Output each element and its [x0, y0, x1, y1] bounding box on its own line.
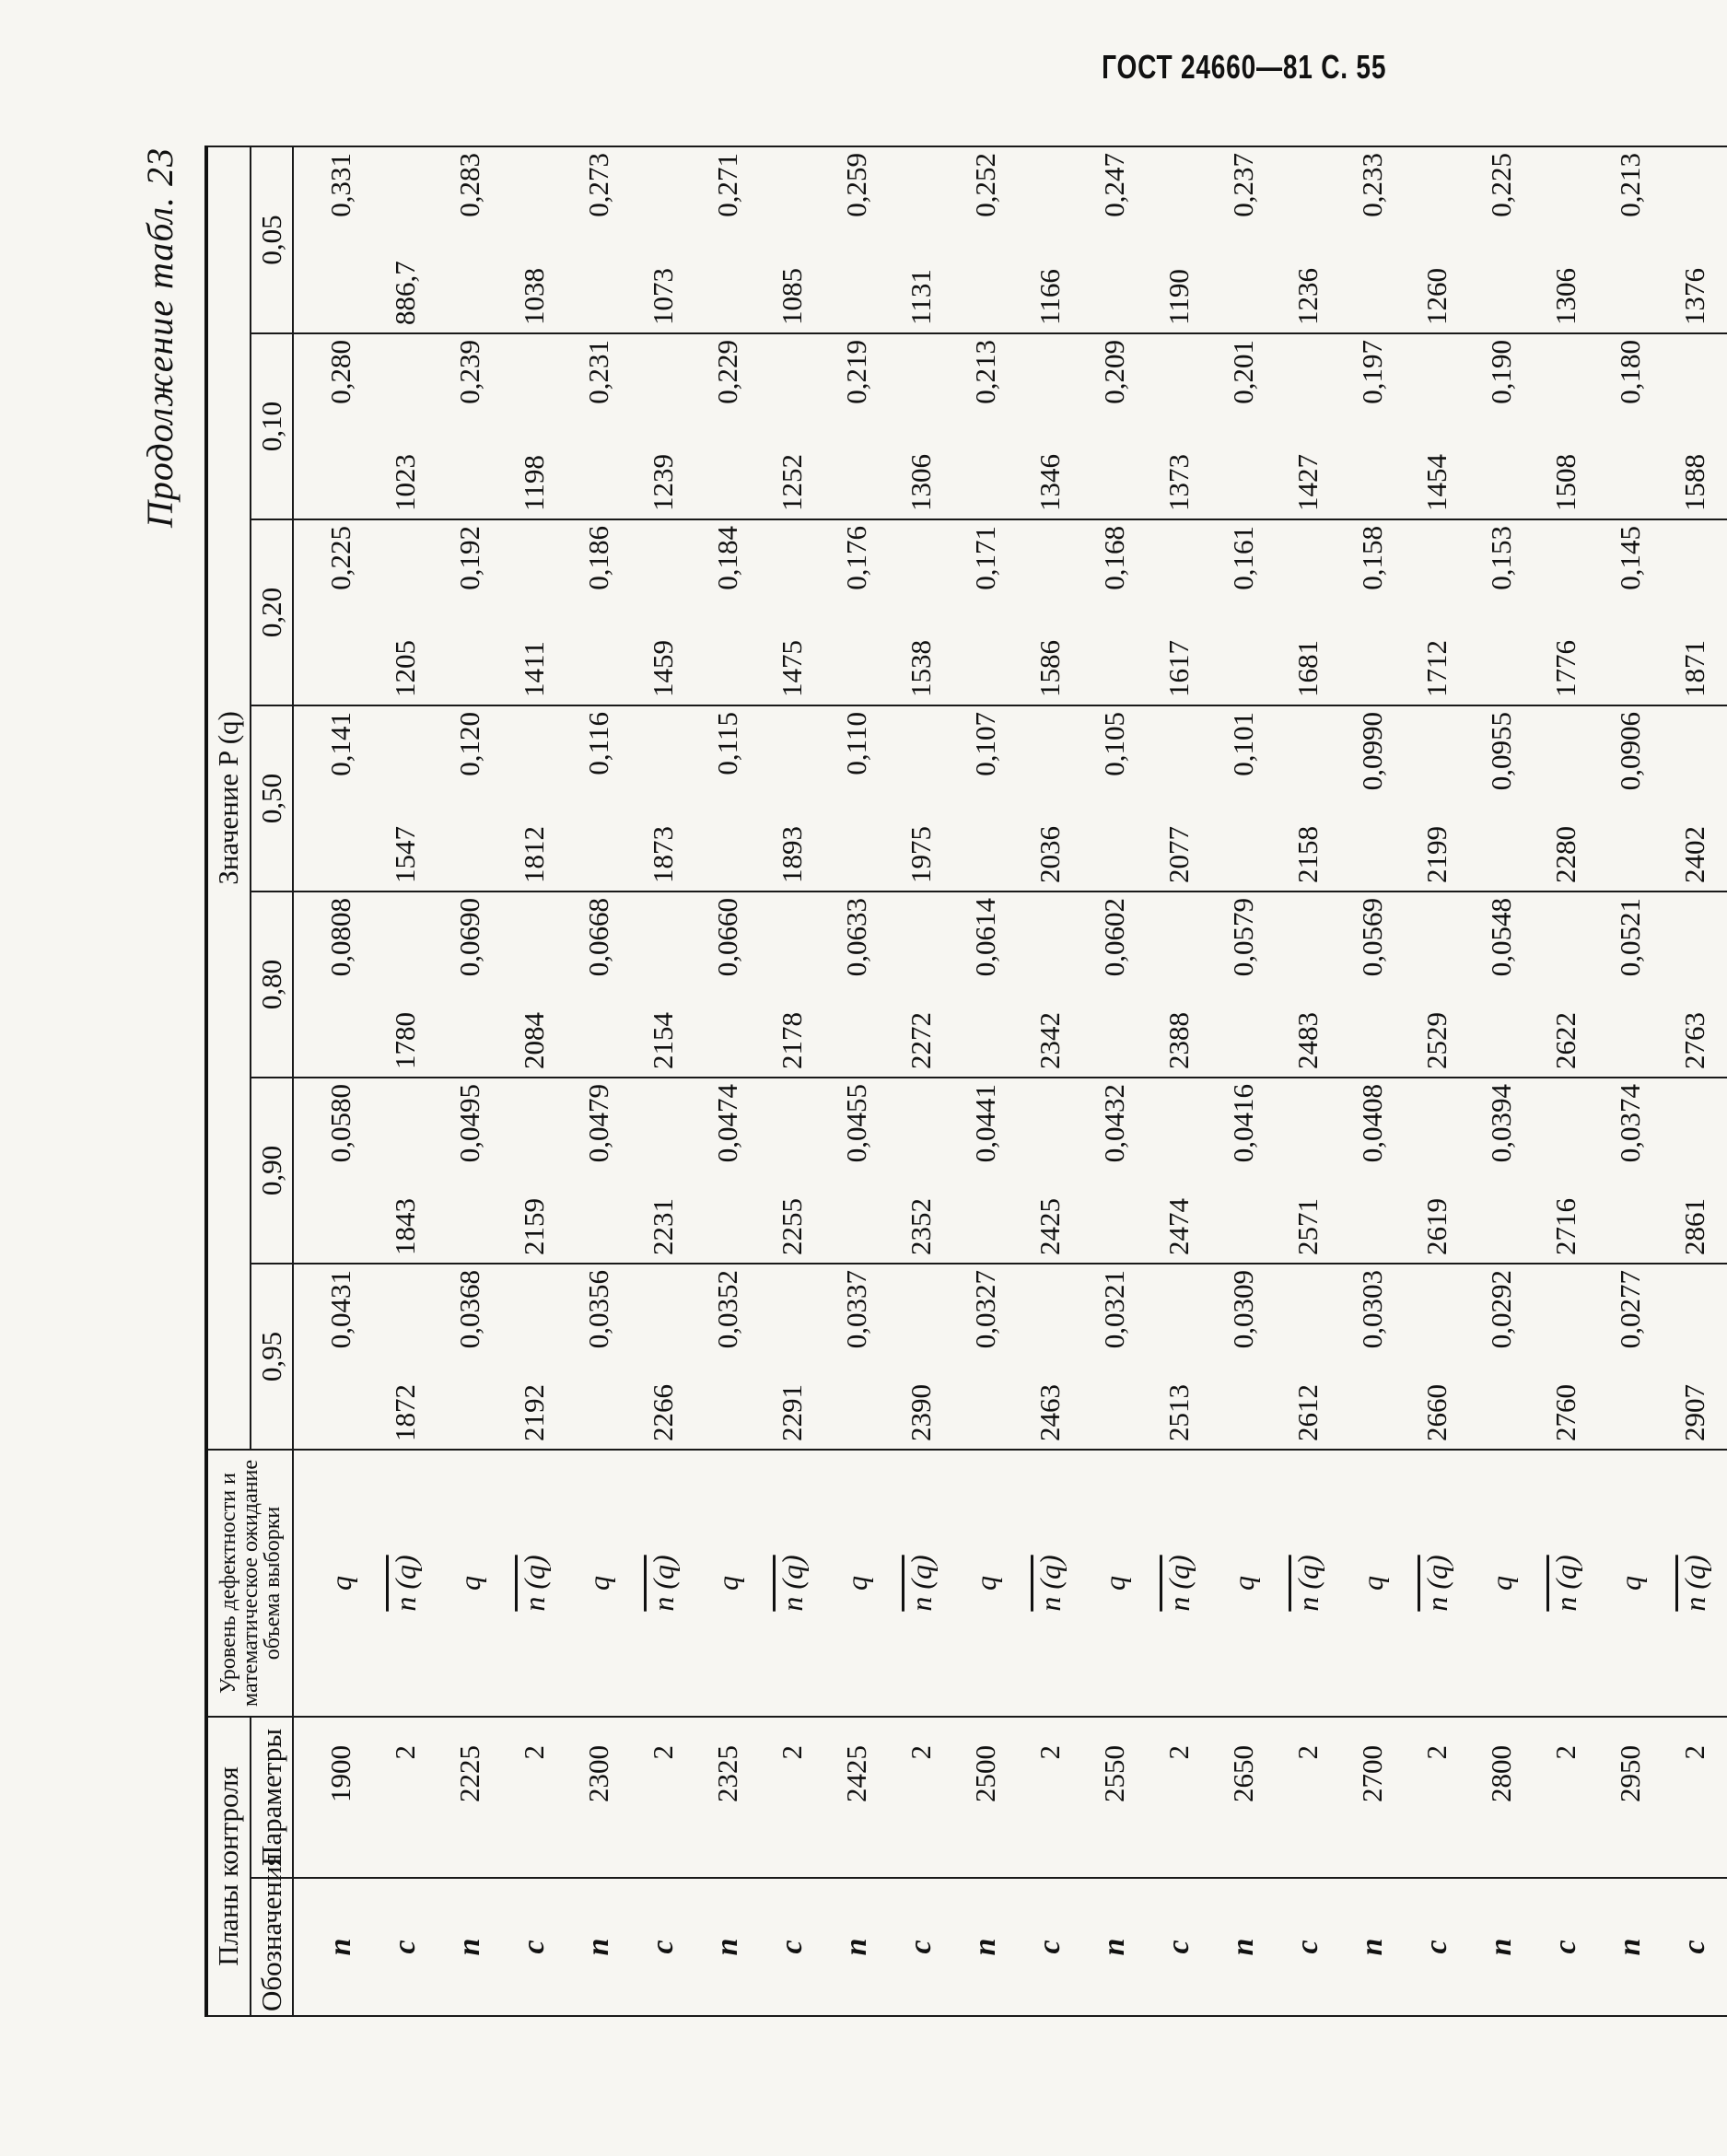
parameter-cell: 2325: [695, 1717, 760, 1878]
nq-value-cell: 1198: [502, 333, 566, 519]
nq-value-cell: 2272: [889, 892, 953, 1078]
nq-value-cell: 2192: [502, 1264, 566, 1450]
designation-cell: c: [1663, 1878, 1727, 2016]
q-value-cell: 0,0368: [438, 1264, 502, 1450]
nq-value-cell: 2907: [1663, 1264, 1727, 1450]
nq-value-cell: 1373: [1147, 333, 1211, 519]
designation-cell: c: [1147, 1878, 1211, 2016]
parameter-cell: 2: [1018, 1717, 1082, 1878]
nq-value-cell: 2280: [1534, 705, 1598, 892]
q-value-cell: 0,0474: [695, 1078, 760, 1264]
nq-value-cell: 1306: [889, 333, 953, 519]
nq-value-cell: 1306: [1534, 146, 1598, 333]
nq-value-cell: 2388: [1147, 892, 1211, 1078]
q-value-cell: 0,209: [1082, 333, 1147, 519]
header-p-column: 0,05: [251, 146, 294, 333]
designation-cell: c: [1405, 1878, 1469, 2016]
page-header: ГОСТ 24660—81 С. 55: [1101, 48, 1386, 86]
nq-value-cell: 2036: [1018, 705, 1082, 892]
nq-value-cell: 1205: [373, 519, 438, 705]
nq-value-cell: 2390: [889, 1264, 953, 1450]
q-value-cell: 0,273: [566, 146, 631, 333]
nq-value-cell: 1459: [631, 519, 695, 705]
header-level: Уровень дефектности и математическое ожидание объема выборки: [206, 1450, 293, 1717]
table-row-q: [1340, 146, 1405, 2016]
parameter-cell: 2800: [1469, 1717, 1534, 1878]
rotated-table-area: [138, 147, 1712, 2017]
level-cell: q: [438, 1450, 502, 1717]
nq-value-cell: 1085: [760, 146, 824, 333]
nq-value-cell: 2619: [1405, 1078, 1469, 1264]
q-value-cell: 0,219: [824, 333, 889, 519]
sampling-plans-table: [204, 146, 1727, 2017]
table-row-q: [953, 146, 1018, 2016]
nq-value-cell: 2255: [760, 1078, 824, 1264]
q-value-cell: 0,0431: [293, 1264, 373, 1450]
nq-value-cell: 2154: [631, 892, 695, 1078]
parameter-cell: 2: [373, 1717, 438, 1878]
nq-value-cell: 1681: [1276, 519, 1340, 705]
nq-value-cell: 2084: [502, 892, 566, 1078]
nq-value-cell: 1427: [1276, 333, 1340, 519]
level-cell: n (q): [1663, 1450, 1727, 1717]
q-value-cell: 0,280: [293, 333, 373, 519]
designation-cell: n: [824, 1878, 889, 2016]
table-row-nq: [1663, 146, 1727, 2016]
level-cell: n (q): [502, 1450, 566, 1717]
nq-value-cell: 2178: [760, 892, 824, 1078]
parameter-cell: 2: [889, 1717, 953, 1878]
q-value-cell: 0,231: [566, 333, 631, 519]
q-value-cell: 0,0432: [1082, 1078, 1147, 1264]
nq-value-cell: 1547: [373, 705, 438, 892]
nq-value-cell: 1843: [373, 1078, 438, 1264]
q-value-cell: 0,0337: [824, 1264, 889, 1450]
nq-value-cell: 1038: [502, 146, 566, 333]
q-value-cell: 0,201: [1211, 333, 1276, 519]
table-row-nq: [1147, 146, 1211, 2016]
q-value-cell: 0,0579: [1211, 892, 1276, 1078]
table-row-q: [1469, 146, 1534, 2016]
header-p-column: 0,90: [251, 1078, 294, 1264]
nq-value-cell: 1073: [631, 146, 695, 333]
designation-cell: n: [566, 1878, 631, 2016]
q-value-cell: 0,171: [953, 519, 1018, 705]
q-value-cell: 0,0990: [1340, 705, 1405, 892]
level-cell: n (q): [889, 1450, 953, 1717]
q-value-cell: 0,192: [438, 519, 502, 705]
nq-value-cell: 2342: [1018, 892, 1082, 1078]
nq-value-cell: 2716: [1534, 1078, 1598, 1264]
q-value-cell: 0,0633: [824, 892, 889, 1078]
nq-value-cell: 1475: [760, 519, 824, 705]
nq-value-cell: 2231: [631, 1078, 695, 1264]
level-cell: q: [1469, 1450, 1534, 1717]
q-value-cell: 0,120: [438, 705, 502, 892]
q-value-cell: 0,213: [953, 333, 1018, 519]
q-value-cell: 0,0479: [566, 1078, 631, 1264]
header-p-column: 0,95: [251, 1264, 294, 1450]
q-value-cell: 0,107: [953, 705, 1018, 892]
table-row-nq: [760, 146, 824, 2016]
q-value-cell: 0,237: [1211, 146, 1276, 333]
table-body: [293, 146, 1727, 2016]
nq-value-cell: 1712: [1405, 519, 1469, 705]
table-row-q: [566, 146, 631, 2016]
header-p-column: 0,10: [251, 333, 294, 519]
q-value-cell: 0,0906: [1598, 705, 1663, 892]
q-value-cell: 0,141: [293, 705, 373, 892]
nq-value-cell: 2660: [1405, 1264, 1469, 1450]
q-value-cell: 0,190: [1469, 333, 1534, 519]
nq-value-cell: 2483: [1276, 892, 1340, 1078]
designation-cell: c: [1018, 1878, 1082, 2016]
q-value-cell: 0,0352: [695, 1264, 760, 1450]
parameter-cell: 2: [631, 1717, 695, 1878]
parameter-cell: 2: [760, 1717, 824, 1878]
designation-cell: c: [889, 1878, 953, 2016]
nq-value-cell: 1236: [1276, 146, 1340, 333]
q-value-cell: 0,233: [1340, 146, 1405, 333]
parameter-cell: 2: [1663, 1717, 1727, 1878]
nq-value-cell: 886,7: [373, 146, 438, 333]
table-row-nq: [1018, 146, 1082, 2016]
nq-value-cell: 1376: [1663, 146, 1727, 333]
q-value-cell: 0,0292: [1469, 1264, 1534, 1450]
level-cell: n (q): [1147, 1450, 1211, 1717]
q-value-cell: 0,0441: [953, 1078, 1018, 1264]
nq-value-cell: 2622: [1534, 892, 1598, 1078]
nq-value-cell: 2474: [1147, 1078, 1211, 1264]
level-cell: q: [293, 1450, 373, 1717]
q-value-cell: 0,0602: [1082, 892, 1147, 1078]
q-value-cell: 0,0309: [1211, 1264, 1276, 1450]
table-row-q: [695, 146, 760, 2016]
q-value-cell: 0,0690: [438, 892, 502, 1078]
table-row-nq: [889, 146, 953, 2016]
designation-cell: c: [1276, 1878, 1340, 2016]
level-cell: n (q): [760, 1450, 824, 1717]
nq-value-cell: 1776: [1534, 519, 1598, 705]
q-value-cell: 0,0668: [566, 892, 631, 1078]
nq-value-cell: 2463: [1018, 1264, 1082, 1450]
parameter-cell: 2: [502, 1717, 566, 1878]
q-value-cell: 0,0327: [953, 1264, 1018, 1450]
q-value-cell: 0,145: [1598, 519, 1663, 705]
nq-value-cell: 1508: [1534, 333, 1598, 519]
parameter-cell: 2425: [824, 1717, 889, 1878]
table-row-q: [824, 146, 889, 2016]
q-value-cell: 0,0277: [1598, 1264, 1663, 1450]
table-continuation-caption: Продолжение табл. 23: [139, 147, 181, 529]
q-value-cell: 0,197: [1340, 333, 1405, 519]
q-value-cell: 0,0614: [953, 892, 1018, 1078]
designation-cell: c: [373, 1878, 438, 2016]
nq-value-cell: 2159: [502, 1078, 566, 1264]
table-row-q: [438, 146, 502, 2016]
parameter-cell: 2550: [1082, 1717, 1147, 1878]
nq-value-cell: 1260: [1405, 146, 1469, 333]
nq-value-cell: 1346: [1018, 333, 1082, 519]
q-value-cell: 0,186: [566, 519, 631, 705]
designation-cell: n: [1211, 1878, 1276, 2016]
parameter-cell: 2950: [1598, 1717, 1663, 1878]
nq-value-cell: 2199: [1405, 705, 1469, 892]
q-value-cell: 0,184: [695, 519, 760, 705]
level-cell: q: [1598, 1450, 1663, 1717]
q-value-cell: 0,161: [1211, 519, 1276, 705]
q-value-cell: 0,0808: [293, 892, 373, 1078]
level-cell: q: [953, 1450, 1018, 1717]
q-value-cell: 0,110: [824, 705, 889, 892]
q-value-cell: 0,0495: [438, 1078, 502, 1264]
q-value-cell: 0,153: [1469, 519, 1534, 705]
q-value-cell: 0,101: [1211, 705, 1276, 892]
level-cell: q: [566, 1450, 631, 1717]
parameter-cell: 2: [1534, 1717, 1598, 1878]
q-value-cell: 0,229: [695, 333, 760, 519]
table-row-q: [1211, 146, 1276, 2016]
designation-cell: n: [1469, 1878, 1534, 2016]
nq-value-cell: 1166: [1018, 146, 1082, 333]
nq-value-cell: 1586: [1018, 519, 1082, 705]
designation-cell: c: [631, 1878, 695, 2016]
parameter-cell: 2: [1147, 1717, 1211, 1878]
designation-cell: n: [438, 1878, 502, 2016]
nq-value-cell: 1252: [760, 333, 824, 519]
table-row-nq: [1276, 146, 1340, 2016]
q-value-cell: 0,213: [1598, 146, 1663, 333]
nq-value-cell: 2513: [1147, 1264, 1211, 1450]
q-value-cell: 0,331: [293, 146, 373, 333]
table-row-q: [293, 146, 373, 2016]
nq-value-cell: 1588: [1663, 333, 1727, 519]
q-value-cell: 0,0321: [1082, 1264, 1147, 1450]
nq-value-cell: 2291: [760, 1264, 824, 1450]
level-cell: q: [1340, 1450, 1405, 1717]
table-row-nq: [1405, 146, 1469, 2016]
table-row-q: [1598, 146, 1663, 2016]
nq-value-cell: 2763: [1663, 892, 1727, 1078]
level-cell: n (q): [373, 1450, 438, 1717]
q-value-cell: 0,0660: [695, 892, 760, 1078]
level-cell: n (q): [1534, 1450, 1598, 1717]
parameter-cell: 2300: [566, 1717, 631, 1878]
level-cell: q: [695, 1450, 760, 1717]
level-cell: n (q): [1405, 1450, 1469, 1717]
q-value-cell: 0,0580: [293, 1078, 373, 1264]
header-p-column: 0,80: [251, 892, 294, 1078]
q-value-cell: 0,0374: [1598, 1078, 1663, 1264]
nq-value-cell: 2861: [1663, 1078, 1727, 1264]
nq-value-cell: 2571: [1276, 1078, 1340, 1264]
header-parameters: Параметры: [251, 1717, 294, 1878]
nq-value-cell: 2077: [1147, 705, 1211, 892]
designation-cell: n: [1598, 1878, 1663, 2016]
designation-cell: c: [760, 1878, 824, 2016]
q-value-cell: 0,225: [293, 519, 373, 705]
q-value-cell: 0,225: [1469, 146, 1534, 333]
nq-value-cell: 2425: [1018, 1078, 1082, 1264]
q-value-cell: 0,0548: [1469, 892, 1534, 1078]
header-p-column: 0,50: [251, 705, 294, 892]
group-header-plans: Планы контроля: [206, 1717, 251, 2016]
nq-value-cell: 1873: [631, 705, 695, 892]
header-designation: Обозначения: [251, 1878, 294, 2016]
parameter-cell: 2700: [1340, 1717, 1405, 1878]
nq-value-cell: 1190: [1147, 146, 1211, 333]
nq-value-cell: 1872: [373, 1264, 438, 1450]
q-value-cell: 0,180: [1598, 333, 1663, 519]
level-cell: q: [824, 1450, 889, 1717]
table-row-nq: [631, 146, 695, 2016]
q-value-cell: 0,259: [824, 146, 889, 333]
nq-value-cell: 1975: [889, 705, 953, 892]
q-value-cell: 0,176: [824, 519, 889, 705]
q-value-cell: 0,0455: [824, 1078, 889, 1264]
nq-value-cell: 1893: [760, 705, 824, 892]
nq-value-cell: 1411: [502, 519, 566, 705]
parameter-cell: 2: [1405, 1717, 1469, 1878]
table-row-nq: [502, 146, 566, 2016]
nq-value-cell: 2612: [1276, 1264, 1340, 1450]
nq-value-cell: 1131: [889, 146, 953, 333]
q-value-cell: 0,247: [1082, 146, 1147, 333]
designation-cell: n: [953, 1878, 1018, 2016]
designation-cell: n: [1082, 1878, 1147, 2016]
level-cell: q: [1211, 1450, 1276, 1717]
parameter-cell: 2650: [1211, 1717, 1276, 1878]
designation-cell: n: [293, 1878, 373, 2016]
q-value-cell: 0,158: [1340, 519, 1405, 705]
designation-cell: c: [502, 1878, 566, 2016]
q-value-cell: 0,0416: [1211, 1078, 1276, 1264]
parameter-cell: 2: [1276, 1717, 1340, 1878]
nq-value-cell: 1617: [1147, 519, 1211, 705]
table-row-q: [1082, 146, 1147, 2016]
q-value-cell: 0,0408: [1340, 1078, 1405, 1264]
parameter-cell: 2500: [953, 1717, 1018, 1878]
q-value-cell: 0,105: [1082, 705, 1147, 892]
nq-value-cell: 1023: [373, 333, 438, 519]
nq-value-cell: 2158: [1276, 705, 1340, 892]
nq-value-cell: 1239: [631, 333, 695, 519]
q-value-cell: 0,0303: [1340, 1264, 1405, 1450]
q-value-cell: 0,168: [1082, 519, 1147, 705]
nq-value-cell: 1538: [889, 519, 953, 705]
nq-value-cell: 2352: [889, 1078, 953, 1264]
nq-value-cell: 1454: [1405, 333, 1469, 519]
nq-value-cell: 2402: [1663, 705, 1727, 892]
q-value-cell: 0,271: [695, 146, 760, 333]
q-value-cell: 0,252: [953, 146, 1018, 333]
level-cell: n (q): [1018, 1450, 1082, 1717]
q-value-cell: 0,0521: [1598, 892, 1663, 1078]
q-value-cell: 0,283: [438, 146, 502, 333]
designation-cell: n: [1340, 1878, 1405, 2016]
q-value-cell: 0,0955: [1469, 705, 1534, 892]
level-cell: n (q): [1276, 1450, 1340, 1717]
table-row-nq: [373, 146, 438, 2016]
nq-value-cell: 2760: [1534, 1264, 1598, 1450]
q-value-cell: 0,239: [438, 333, 502, 519]
nq-value-cell: 1812: [502, 705, 566, 892]
q-value-cell: 0,115: [695, 705, 760, 892]
nq-value-cell: 1780: [373, 892, 438, 1078]
designation-cell: c: [1534, 1878, 1598, 2016]
table-row-nq: [1534, 146, 1598, 2016]
level-cell: q: [1082, 1450, 1147, 1717]
q-value-cell: 0,0356: [566, 1264, 631, 1450]
nq-value-cell: 2266: [631, 1264, 695, 1450]
q-value-cell: 0,0569: [1340, 892, 1405, 1078]
group-header-values: Значение P (q): [206, 146, 251, 1450]
q-value-cell: 0,0394: [1469, 1078, 1534, 1264]
nq-value-cell: 1871: [1663, 519, 1727, 705]
header-p-column: 0,20: [251, 519, 294, 705]
parameter-cell: 1900: [293, 1717, 373, 1878]
level-cell: n (q): [631, 1450, 695, 1717]
q-value-cell: 0,116: [566, 705, 631, 892]
parameter-cell: 2225: [438, 1717, 502, 1878]
designation-cell: n: [695, 1878, 760, 2016]
nq-value-cell: 2529: [1405, 892, 1469, 1078]
